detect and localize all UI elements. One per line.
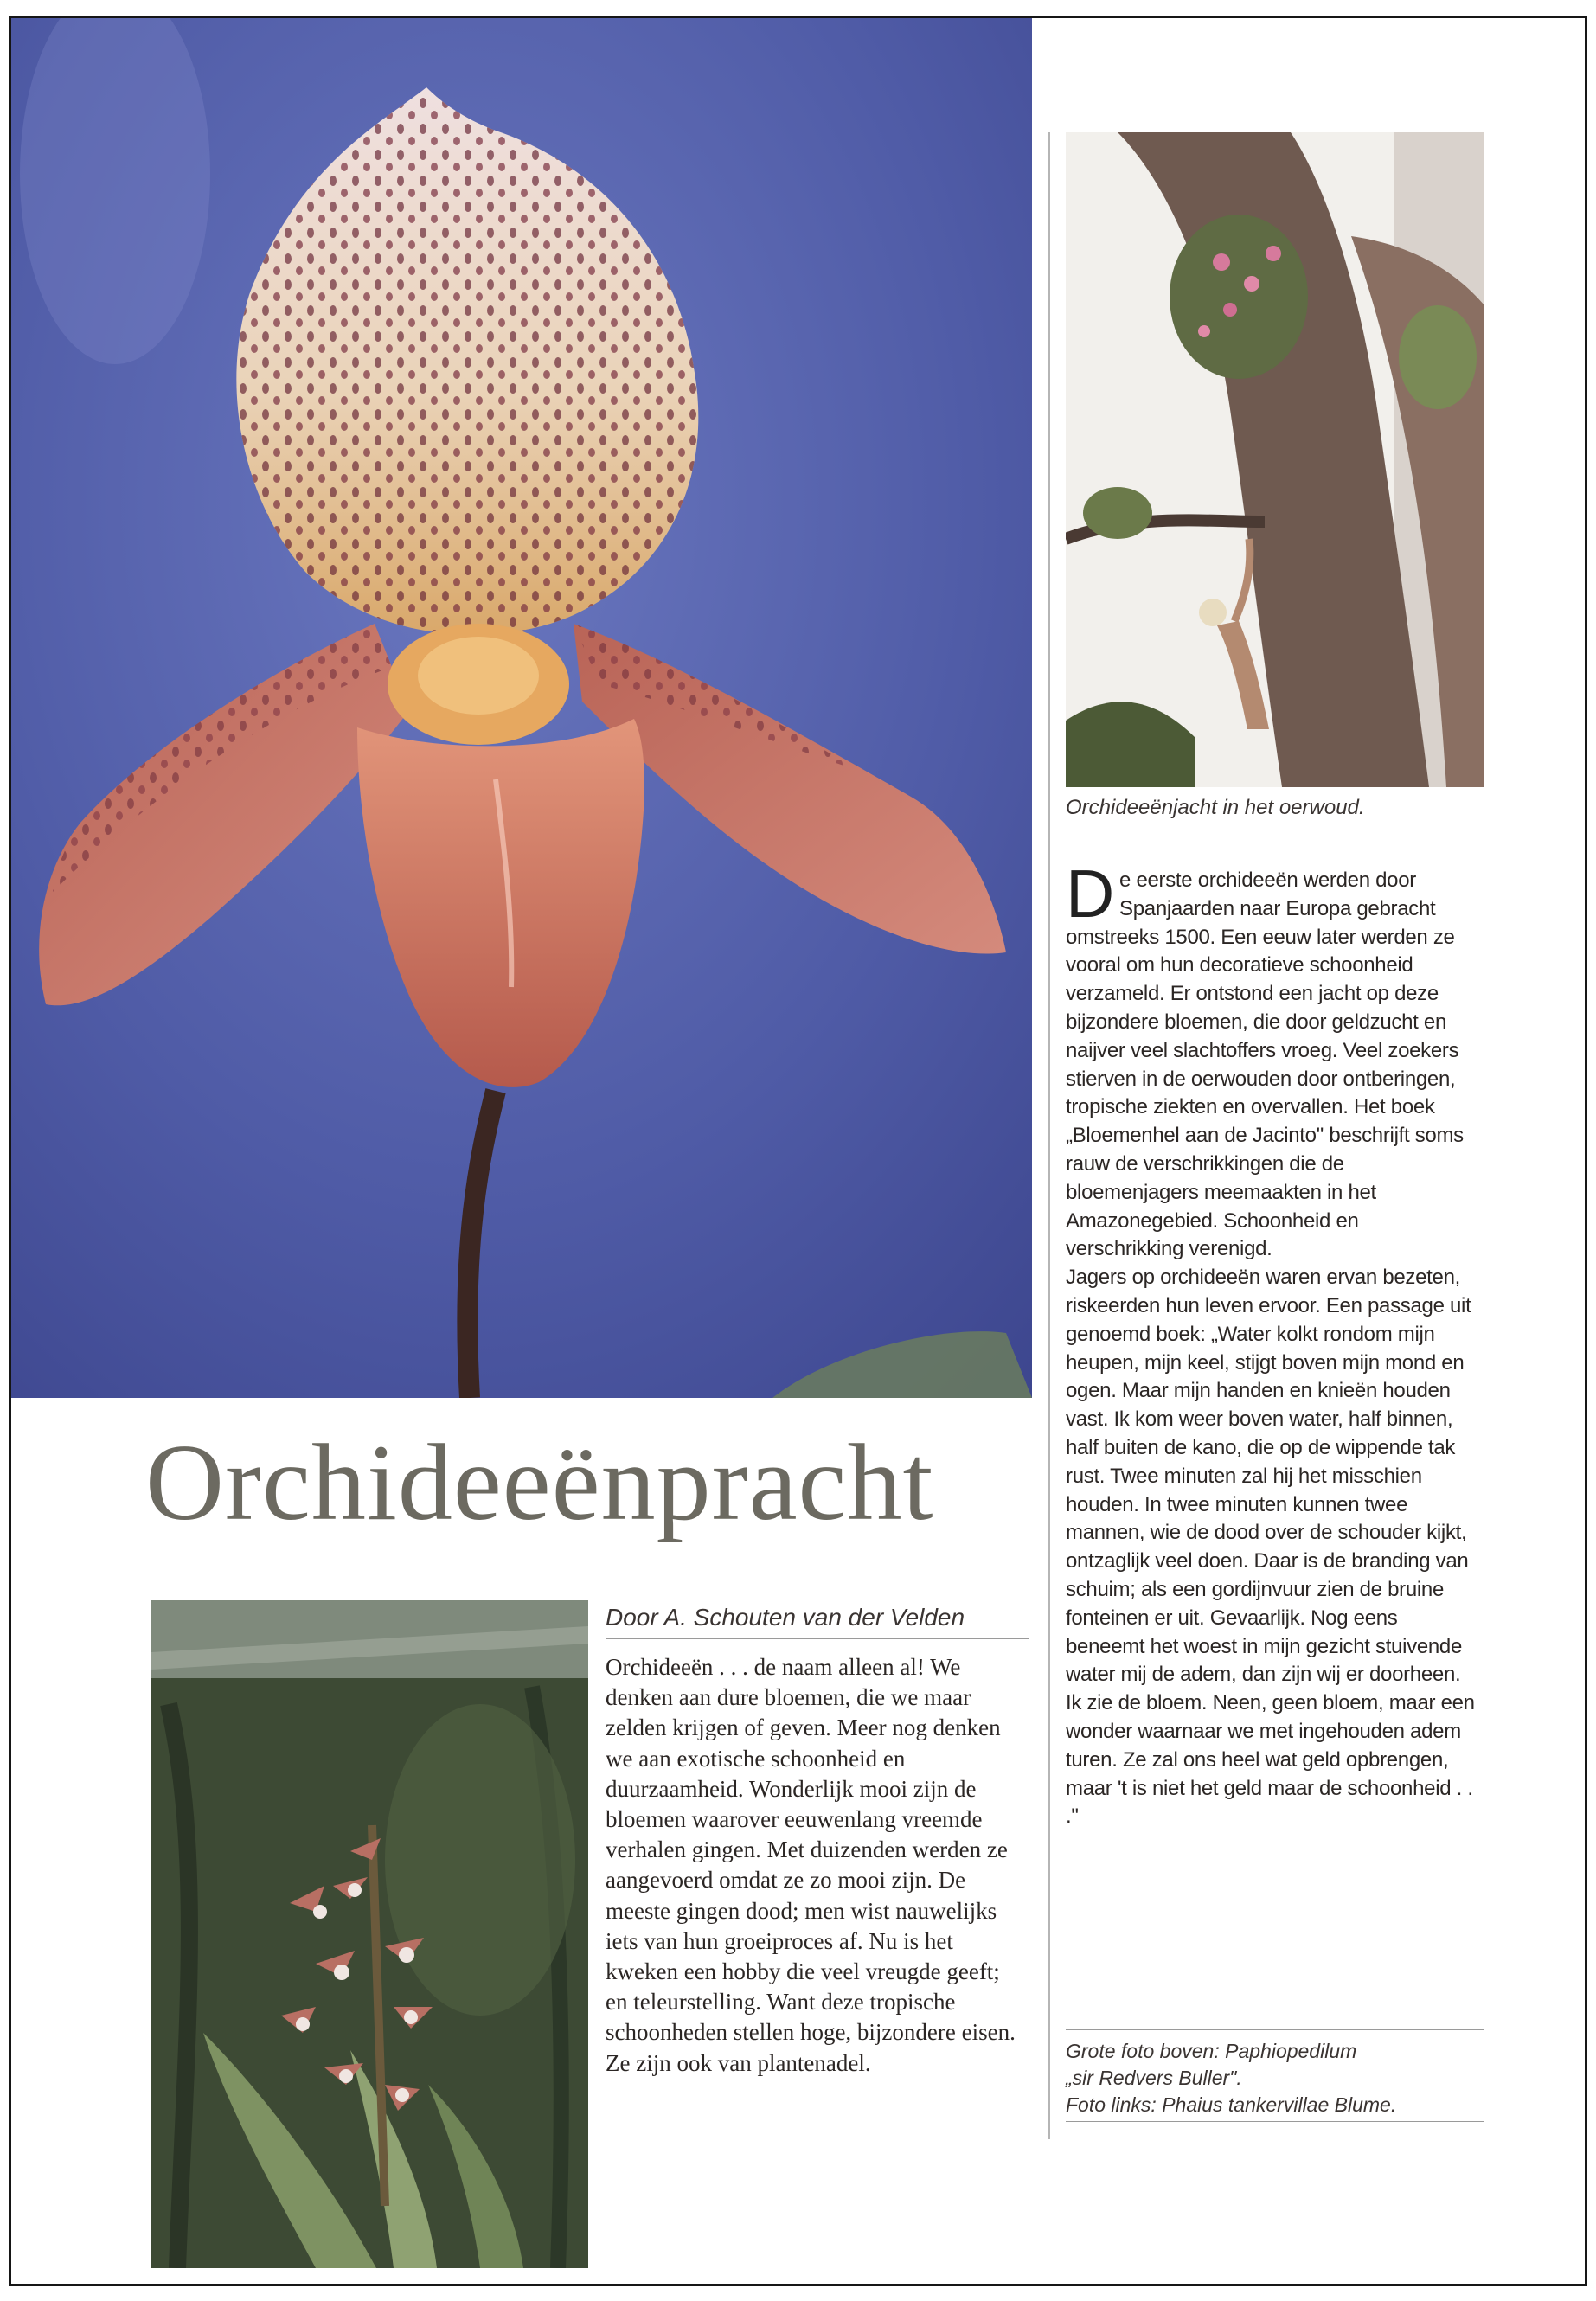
credits-top-rule (1066, 2029, 1484, 2030)
credit-line-3: Foto links: Phaius tankervillae Blume. (1066, 2093, 1397, 2116)
tree-climber-illustration (1066, 132, 1484, 787)
paphiopedilum-illustration (11, 18, 1032, 1398)
photo-credits (1066, 2038, 1490, 2118)
orchid-hunting-photo (1066, 132, 1484, 787)
byline: Door A. Schouten van der Velden (606, 1604, 965, 1631)
article-body (1066, 856, 1477, 1831)
article-paragraph-2: Jagers op orchideeën waren ervan bezeten, riskeerden hun leven ervoor. Een passage uit genoemd boek: „Water kolkt rondom mijn heupen, mijn keel, stijgt boven mijn mond en ogen. Maar mijn handen en knieën houden vast. Ik kom weer boven water, half binnen, half buiten de kano, die op de wippende tak rust. Twee minuten zal hij het misschien houden. In twee minuten kunnen twee mannen, wie de dood over de schouder kijkt, ontzaglijk veel doen. Daar is de branding van schuim; als een gordijnvuur zien de bruine fonteinen er uit. Gevaarlijk. Nog eens beneemt het woest in mijn gezicht stuivende water mij de adem, dan zijn wij er doorheen. Ik zie de bloem. Neen, geen bloem, maar een wonder waarnaar we met ingehouden adem turen. Ze zal ons heel wat geld opbrengen, maar 't is niet het geld maar de schoonheid . . ." (1066, 1266, 1475, 1829)
byline-bottom-rule (606, 1638, 1029, 1639)
orchid-main-photo (11, 18, 1032, 1398)
intro-paragraph: Orchideeën . . . de naam alleen al! We denken aan dure bloemen, die we maar zelden krijgen of geven. Meer nog denken we aan exotische schoonheid en duurzaamheid. Wonderlijk mooi zijn de bloemen waarover eeuwenlang vreemde verhalen gingen. Met duizenden werden ze aangevoerd omdat ze zo mooi zijn. De meeste gingen dood; men wist nauwelijks iets van hun groeiproces af. Nu is het kweken een hobby die veel vreugde geeft; en teleurstelling. Want deze tropische schoonheden stellen hoge, bijzondere eisen. Ze zijn ook van plantenadel. (606, 1654, 1016, 2076)
credits-bottom-rule (1066, 2121, 1484, 2122)
drop-cap: D (1066, 856, 1115, 932)
tree-photo-caption: Orchideeënjacht in het oerwoud. (1066, 796, 1365, 819)
credit-line-1: Grote foto boven: Paphiopedilum (1066, 2040, 1357, 2062)
phaius-photo (151, 1600, 588, 2268)
column-divider (1048, 132, 1050, 2139)
credit-line-2: „sir Redvers Buller". (1066, 2067, 1242, 2089)
article-paragraph-1-text: e eerste orchideeën werden door Spanjaarden naar Europa gebracht omstreeks 1500. Een eeuw later werden ze vooral om hun decoratieve schoonheid verzameld. Er ontstond een jacht op deze bijzondere bloemen, die door geldzucht en naijver veel slachtoffers vroeg. Veel zoekers stierven in de oerwouden door ontberingen, tropische ziekten en overvallen. Het boek „Bloemenhel aan de Jacinto" beschrijft soms rauw de verschrikkingen die de bloemenjagers meemaakten in het Amazonegebied. Schoonheid en verschrikking verenigd. (1066, 868, 1464, 1261)
article-title: Orchideeënpracht (145, 1423, 934, 1543)
article-paragraph-1 (1066, 856, 1477, 1264)
phaius-illustration (151, 1600, 588, 2268)
